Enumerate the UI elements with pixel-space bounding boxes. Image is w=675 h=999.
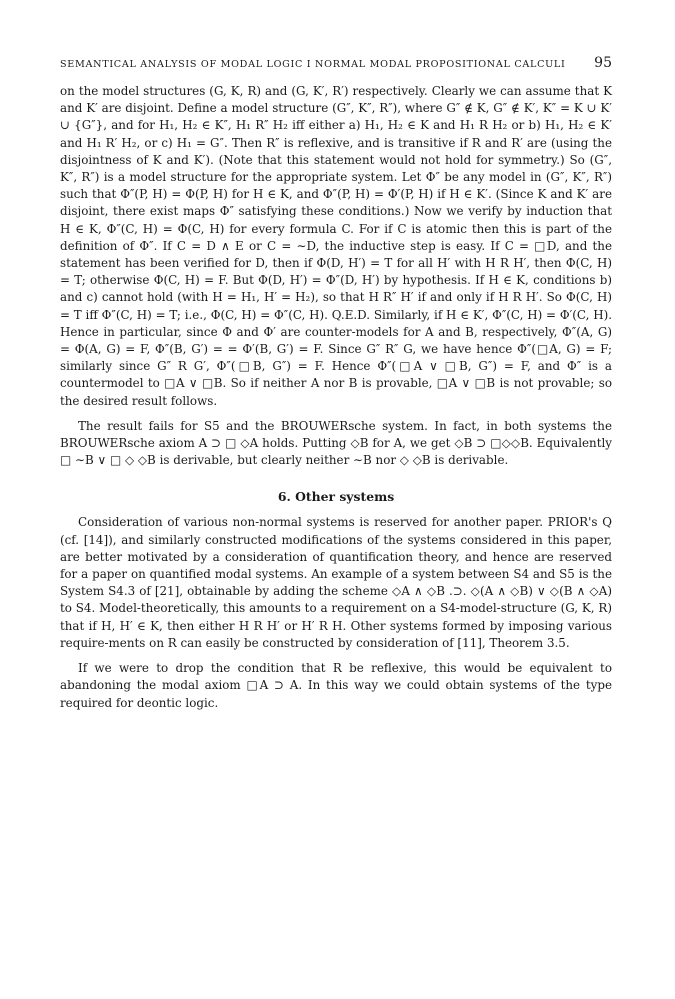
paragraph-4: If we were to drop the condition that R be reflexive, this would be equivalent to abandoning the modal axiom □A ⊃ A. In this way we could obtain systems of the type required for deontic logic. — [60, 661, 612, 710]
page — [60, 55, 612, 712]
running-title: SEMANTICAL ANALYSIS OF MODAL LOGIC I NORMAL MODAL PROPOSITIONAL CALCULI — [60, 59, 566, 70]
section-heading: 6. Other systems — [277, 489, 395, 505]
running-header — [60, 55, 612, 71]
paragraph-2: The result fails for S5 and the BROUWERsche system. In fact, in both systems the BROUWERsche axiom A ⊃ □ ◇A holds. Putting ◇B for A, we get ◇B ⊃ □◇◇B. Equivalently □ ∼B ∨ □ ◇ ◇B is derivable, but clearly neither ∼B nor ◇ ◇B is derivable. — [60, 418, 612, 468]
paragraph-3: Consideration of various non-normal systems is reserved for another paper. PRIOR's Q (cf. [14]), and similarly constructed modifications of the systems considered in this paper, are better motivated by a consideration of quantification theory, and hence are reserved for a paper on quantified modal systems. An example of a system between S4 and S5 is the System S4.3 of [21], obtainable by adding the scheme ◇A ∧ ◇B .⊃. ◇(A ∧ ◇B) ∨ ◇(B ∧ ◇A) to S4. Model-theoretically, this amounts to a requirement on a S4-model-structure (G, K, R) that if H, H′ ∈ K, then either H R H′ or H′ R H. Other systems formed by imposing various require-ments on R can easily be constructed by consideration of [11], Theorem 3.5. — [60, 515, 612, 650]
paragraph-1: on the model structures (G, K, R) and (G, K′, R′) respectively. Clearly we can assume that K and K′ are disjoint. Define a model structure (G″, K″, R″), where G″ ∉ K, G″ ∉ K′, K″ = K ∪ K′ ∪ {G″}, and for H₁, H₂ ∈ K″, H₁ R″ H₂ iff either a) H₁, H₂ ∈ K and H₁ R H₂ or b) H₁, H₂ ∈ K′ and H₁ R′ H₂, or c) H₁ = G″. Then R″ is reflexive, and is transitive if R and R′ are (using the disjointness of K and K′). (Note that this statement would not hold for symmetry.) So (G″, K″, R″) is a model structure for the appropriate system. Let Φ″ be any model in (G″, K″, R″) such that Φ″(P, H) = Φ(P, H) for H ∈ K, and Φ″(P, H) = Φ′(P, H) if H ∈ K′. (Since K and K′ are disjoint, there exist maps Φ″ satisfying these conditions.) Now we verify by induction that H ∈ K, Φ″(C, H) = Φ(C, H) for every formula C. For if C is atomic then this is part of the definition of Φ″. If C = D ∧ E or C = ∼D, the inductive step is easy. If C = □D, and the statement has been verified for D, then if Φ(D, H′) = T for all H′ with H R H′, then Φ(C, H) = T; otherwise Φ(C, H) = F. But Φ(D, H′) = Φ″(D, H′) by hypothesis. If H ∈ K, conditions b) and c) cannot hold (with H = H₁, H′ = H₂), so that H R″ H′ if and only if H R H′. So Φ(C, H) = T iff Φ″(C, H) = T; i.e., Φ(C, H) = Φ″(C, H). Q.E.D. Similarly, if H ∈ K′, Φ″(C, H) = Φ′(C, H). Hence in particular, since Φ and Φ′ are counter-models for A and B, respectively, Φ″(A, G) = Φ(A, G) = F, Φ″(B, G′) = = Φ′(B, G′) = F. Since G″ R″ G, we have hence Φ″(□A, G) = F; similarly since G″ R G′, Φ″(□B, G″) = F. Hence Φ″(□A ∨ □B, G″) = F, and Φ″ is a countermodel to □A ∨ □B. So if neither A nor B is provable, □A ∨ □B is not provable; so the desired result follows. — [60, 84, 612, 408]
page-number: 95 — [594, 55, 612, 71]
